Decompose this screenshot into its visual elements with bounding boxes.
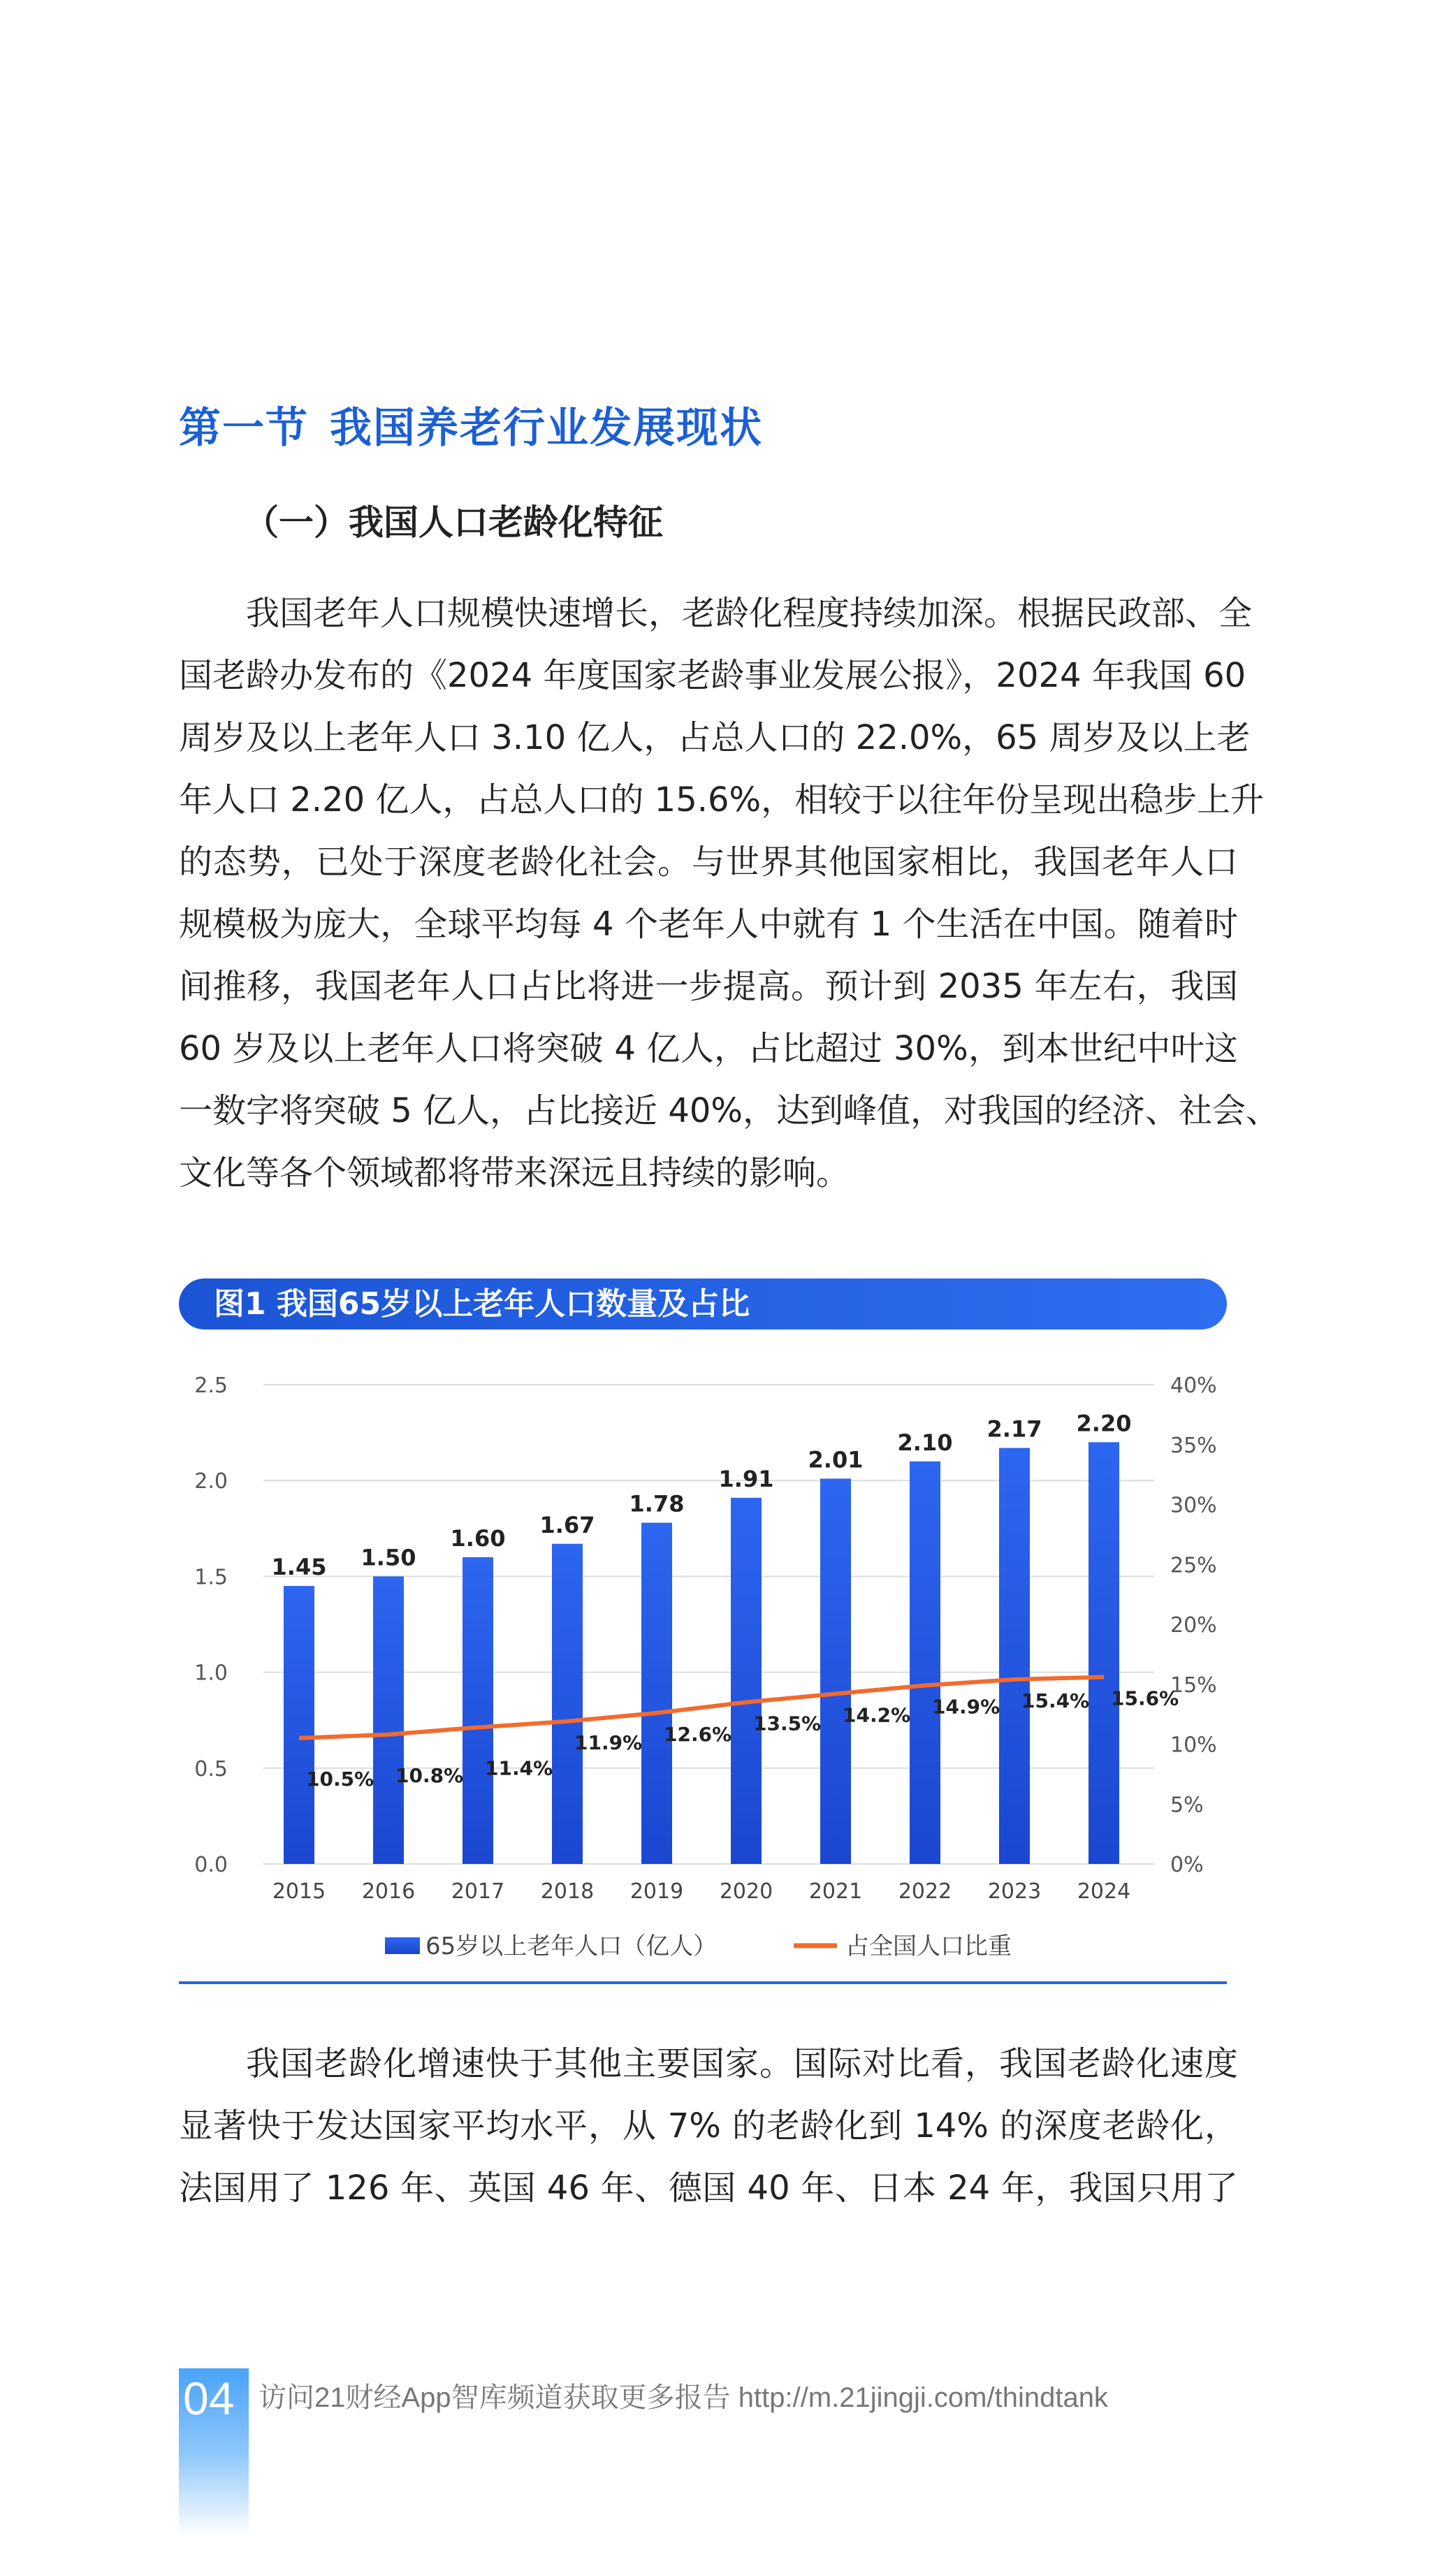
- y2-tick-label: 30%: [1170, 1493, 1217, 1518]
- x-tick-label: 2017: [451, 1879, 505, 1904]
- text-line: 间推移，我国老年人口占比将进一步提高。预计到 2035 年左右，我国: [179, 967, 1238, 1006]
- footer-text: 访问21财经App智库频道获取更多报告 http://m.21jingji.com/thindtank: [259, 2382, 1108, 2413]
- line-value-label: 10.8%: [395, 1763, 464, 1787]
- y-tick-label: 0.0: [194, 1853, 228, 1877]
- text-line: 显著快于发达国家平均水平，从 7% 的老龄化到 14% 的深度老龄化，: [179, 2106, 1238, 2145]
- line-value-label: 11.4%: [485, 1756, 553, 1780]
- y2-tick-label: 25%: [1170, 1553, 1217, 1578]
- text-line: 一数字将突破 5 亿人，占比接近 40%，达到峰值，对我国的经济、社会、: [179, 1091, 1280, 1130]
- bar: [373, 1576, 404, 1864]
- paragraph-2: [179, 2033, 1238, 2220]
- text-line: 我国老年人口规模快速增长，老龄化程度持续加深。根据民政部、全: [246, 594, 1253, 633]
- population-chart: [179, 1329, 1227, 1979]
- y2-tick-label: 5%: [1170, 1793, 1204, 1818]
- y-tick-label: 1.5: [194, 1565, 228, 1590]
- y2-tick-label: 20%: [1170, 1613, 1217, 1638]
- x-tick-label: 2022: [898, 1879, 952, 1904]
- text-line: 国老龄办发布的《2024 年度国家老龄事业发展公报》，2024 年我国 60: [179, 656, 1246, 695]
- text-line: 法国用了 126 年、英国 46 年、德国 40 年、日本 24 年，我国只用了: [179, 2169, 1238, 2208]
- line-value-label: 10.5%: [306, 1767, 374, 1791]
- x-tick-label: 2018: [540, 1879, 595, 1904]
- bar-value-label: 1.60: [450, 1524, 506, 1552]
- bar: [731, 1498, 762, 1864]
- x-tick-label: 2020: [719, 1879, 773, 1904]
- bar: [284, 1586, 314, 1864]
- y2-tick-label: 0%: [1170, 1853, 1204, 1877]
- line-value-label: 14.2%: [843, 1703, 911, 1727]
- legend-line-label: 占全国人口比重: [845, 1932, 1012, 1960]
- paragraph-1: [179, 583, 1280, 1204]
- figure-bottom-rule: [179, 1981, 1227, 1984]
- x-tick-label: 2021: [808, 1879, 863, 1904]
- page-number: 04: [183, 2373, 235, 2424]
- bar: [820, 1478, 851, 1864]
- bar: [1089, 1442, 1119, 1864]
- bar-value-label: 2.10: [897, 1429, 953, 1456]
- text-line: 年人口 2.20 亿人，占总人口的 15.6%，相较于以往年份呈现出稳步上升: [179, 780, 1265, 819]
- line-value-label: 13.5%: [753, 1712, 822, 1735]
- bar-value-label: 1.67: [539, 1511, 595, 1538]
- bar-value-label: 1.50: [361, 1544, 416, 1571]
- bar-value-label: 1.45: [271, 1554, 327, 1581]
- line-value-label: 14.9%: [932, 1695, 1000, 1719]
- bar: [999, 1448, 1030, 1864]
- text-line: 规模极为庞大，全球平均每 4 个老年人中就有 1 个生活在中国。随着时: [179, 905, 1238, 944]
- bar-value-label: 1.91: [718, 1465, 774, 1492]
- bar-value-label: 1.78: [629, 1490, 685, 1517]
- line-value-label: 11.9%: [574, 1731, 643, 1754]
- bar-value-label: 2.01: [808, 1446, 864, 1473]
- section-title: 我国养老行业发展现状: [330, 404, 763, 453]
- text-line: 周岁及以上老年人口 3.10 亿人，占总人口的 22.0%，65 周岁及以上老: [179, 718, 1251, 757]
- y2-tick-label: 10%: [1170, 1733, 1217, 1758]
- bar: [910, 1462, 940, 1864]
- figure-title-banner: 图1 我国65岁以上老年人口数量及占比: [179, 1278, 1227, 1329]
- y-tick-label: 2.0: [194, 1469, 228, 1494]
- text-line: 文化等各个领域都将带来深远且持续的影响。: [179, 1153, 850, 1193]
- y2-tick-label: 35%: [1170, 1433, 1217, 1458]
- y-tick-label: 0.5: [194, 1756, 228, 1782]
- y-tick-label: 2.5: [194, 1374, 228, 1398]
- text-line: 的态势，已处于深度老龄化社会。与世界其他国家相比，我国老年人口: [179, 843, 1238, 882]
- text-line: 60 岁及以上老年人口将突破 4 亿人，占比超过 30%，到本世纪中叶这: [179, 1029, 1238, 1068]
- line-value-label: 12.6%: [664, 1722, 732, 1746]
- bar: [641, 1523, 672, 1864]
- text-line: 我国老龄化增速快于其他主要国家。国际对比看，我国老龄化速度: [246, 2044, 1238, 2083]
- x-tick-label: 2023: [987, 1879, 1042, 1904]
- line-value-label: 15.4%: [1021, 1689, 1090, 1712]
- bar: [463, 1557, 493, 1864]
- legend-bar-swatch: [385, 1937, 420, 1954]
- y-tick-label: 1.0: [194, 1661, 228, 1686]
- x-tick-label: 2024: [1077, 1879, 1131, 1904]
- y2-tick-label: 40%: [1170, 1374, 1217, 1398]
- bar-value-label: 2.20: [1076, 1410, 1132, 1437]
- x-tick-label: 2016: [361, 1879, 416, 1904]
- x-tick-label: 2019: [629, 1879, 684, 1904]
- bar: [552, 1544, 583, 1864]
- section-heading: [179, 395, 784, 455]
- subsection-heading: （一）我国人口老龄化特征: [244, 502, 663, 543]
- line-value-label: 15.6%: [1111, 1686, 1179, 1710]
- y2-tick-label: 15%: [1170, 1673, 1217, 1698]
- section-number: 第一节: [179, 404, 309, 453]
- bar-value-label: 2.17: [987, 1415, 1042, 1443]
- legend-bar-label: 65岁以上老年人口（亿人）: [425, 1932, 718, 1960]
- x-tick-label: 2015: [272, 1879, 326, 1904]
